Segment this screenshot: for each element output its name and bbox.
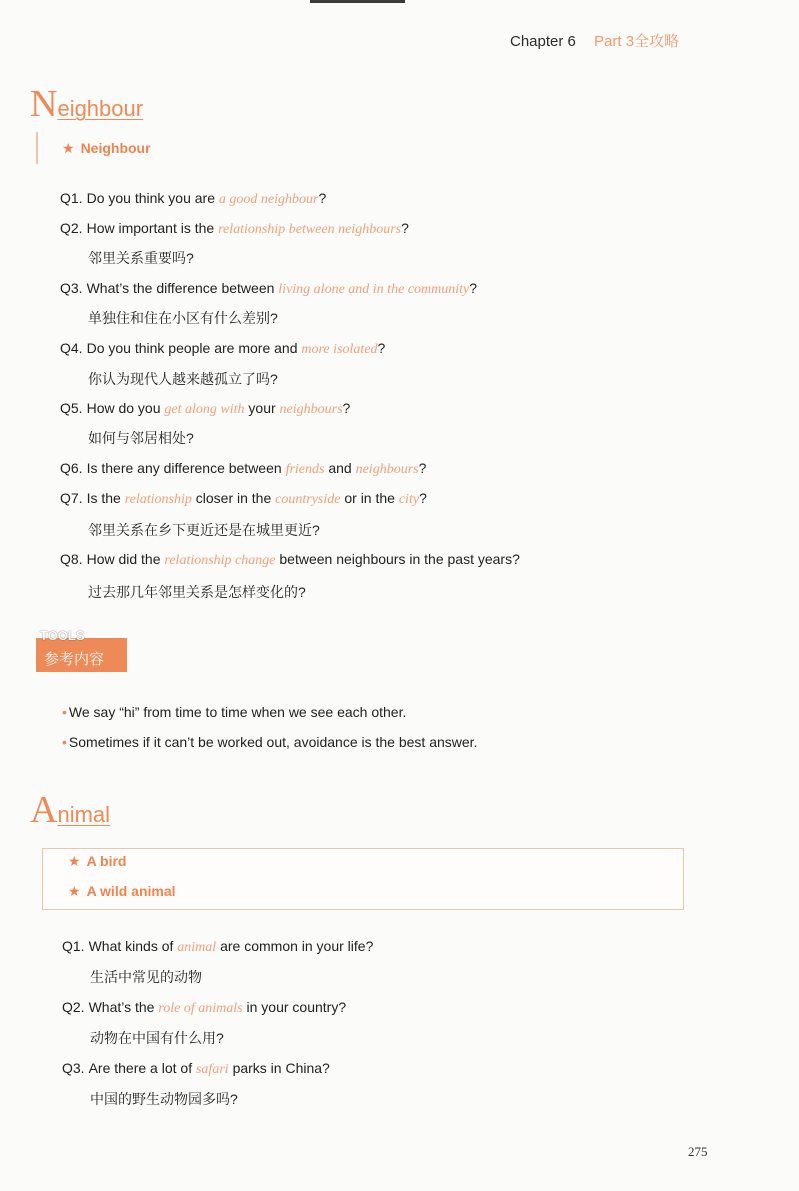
question-item: Q5. How do you get along with your neighbours?: [60, 400, 351, 417]
reference-label: 参考内容: [44, 651, 105, 668]
page-number: 275: [688, 1144, 708, 1159]
question-translation: 如何与邻居相处?: [88, 430, 194, 446]
topic-wild-animal: ★ A wild animal: [68, 883, 176, 899]
question-translation: 中国的野生动物园多吗?: [90, 1091, 238, 1107]
question-item: Q1. What kinds of animal are common in your life?: [62, 938, 374, 955]
question-item: Q2. What’s the role of animals in your country?: [62, 999, 347, 1016]
chapter-label: Chapter 6: [510, 33, 576, 50]
top-edge-mark: [310, 0, 405, 3]
star-icon: ★: [68, 853, 81, 869]
title-initial: N: [30, 83, 58, 125]
topic-box: [42, 848, 684, 910]
question-item: Q8. How did the relationship change between neighbours in the past years?: [60, 551, 520, 568]
running-header: [510, 30, 679, 51]
question-item: Q2. How important is the relationship between neighbours?: [60, 220, 409, 237]
title-initial: A: [30, 789, 58, 831]
tools-icon: TOOLS: [40, 628, 85, 643]
question-item: Q6. Is there any difference between friends and neighbours?: [60, 460, 427, 477]
topic-bird: ★ A bird: [68, 853, 127, 869]
section-title-animal: [30, 788, 110, 832]
reference-bullet: • We say “hi” from time to time when we see each other.: [62, 704, 407, 720]
part-label: Part 3全攻略: [594, 33, 680, 50]
question-item: Q7. Is the relationship closer in the countryside or in the city?: [60, 490, 427, 507]
title-rest: eighbour: [57, 96, 144, 121]
question-translation: 邻里关系重要吗?: [88, 250, 194, 266]
question-translation: 动物在中国有什么用?: [90, 1030, 224, 1046]
question-item: Q4. Do you think people are more and more isolated?: [60, 340, 386, 357]
section-title-neighbour: [30, 82, 143, 126]
title-rest: nimal: [57, 802, 111, 827]
question-translation: 过去那几年邻里关系是怎样变化的?: [88, 584, 306, 600]
question-item: Q1. Do you think you are a good neighbour?: [60, 190, 327, 207]
topic-neighbour: ★ Neighbour: [62, 140, 151, 156]
star-icon: ★: [68, 883, 81, 899]
bullet-dot-icon: •: [62, 704, 67, 720]
question-translation: 生活中常见的动物: [90, 969, 202, 985]
question-item: Q3. Are there a lot of safari parks in China?: [62, 1060, 330, 1077]
question-translation: 邻里关系在乡下更近还是在城里更近?: [88, 522, 320, 538]
question-translation: 单独住和住在小区有什么差别?: [88, 310, 278, 326]
question-translation: 你认为现代人越来越孤立了吗?: [88, 371, 278, 387]
question-item: Q3. What’s the difference between living alone and in the community?: [60, 280, 478, 297]
bullet-dot-icon: •: [62, 734, 67, 750]
star-icon: ★: [62, 140, 75, 156]
reference-bullet: • Sometimes if it can’t be worked out, avoidance is the best answer.: [62, 734, 478, 750]
